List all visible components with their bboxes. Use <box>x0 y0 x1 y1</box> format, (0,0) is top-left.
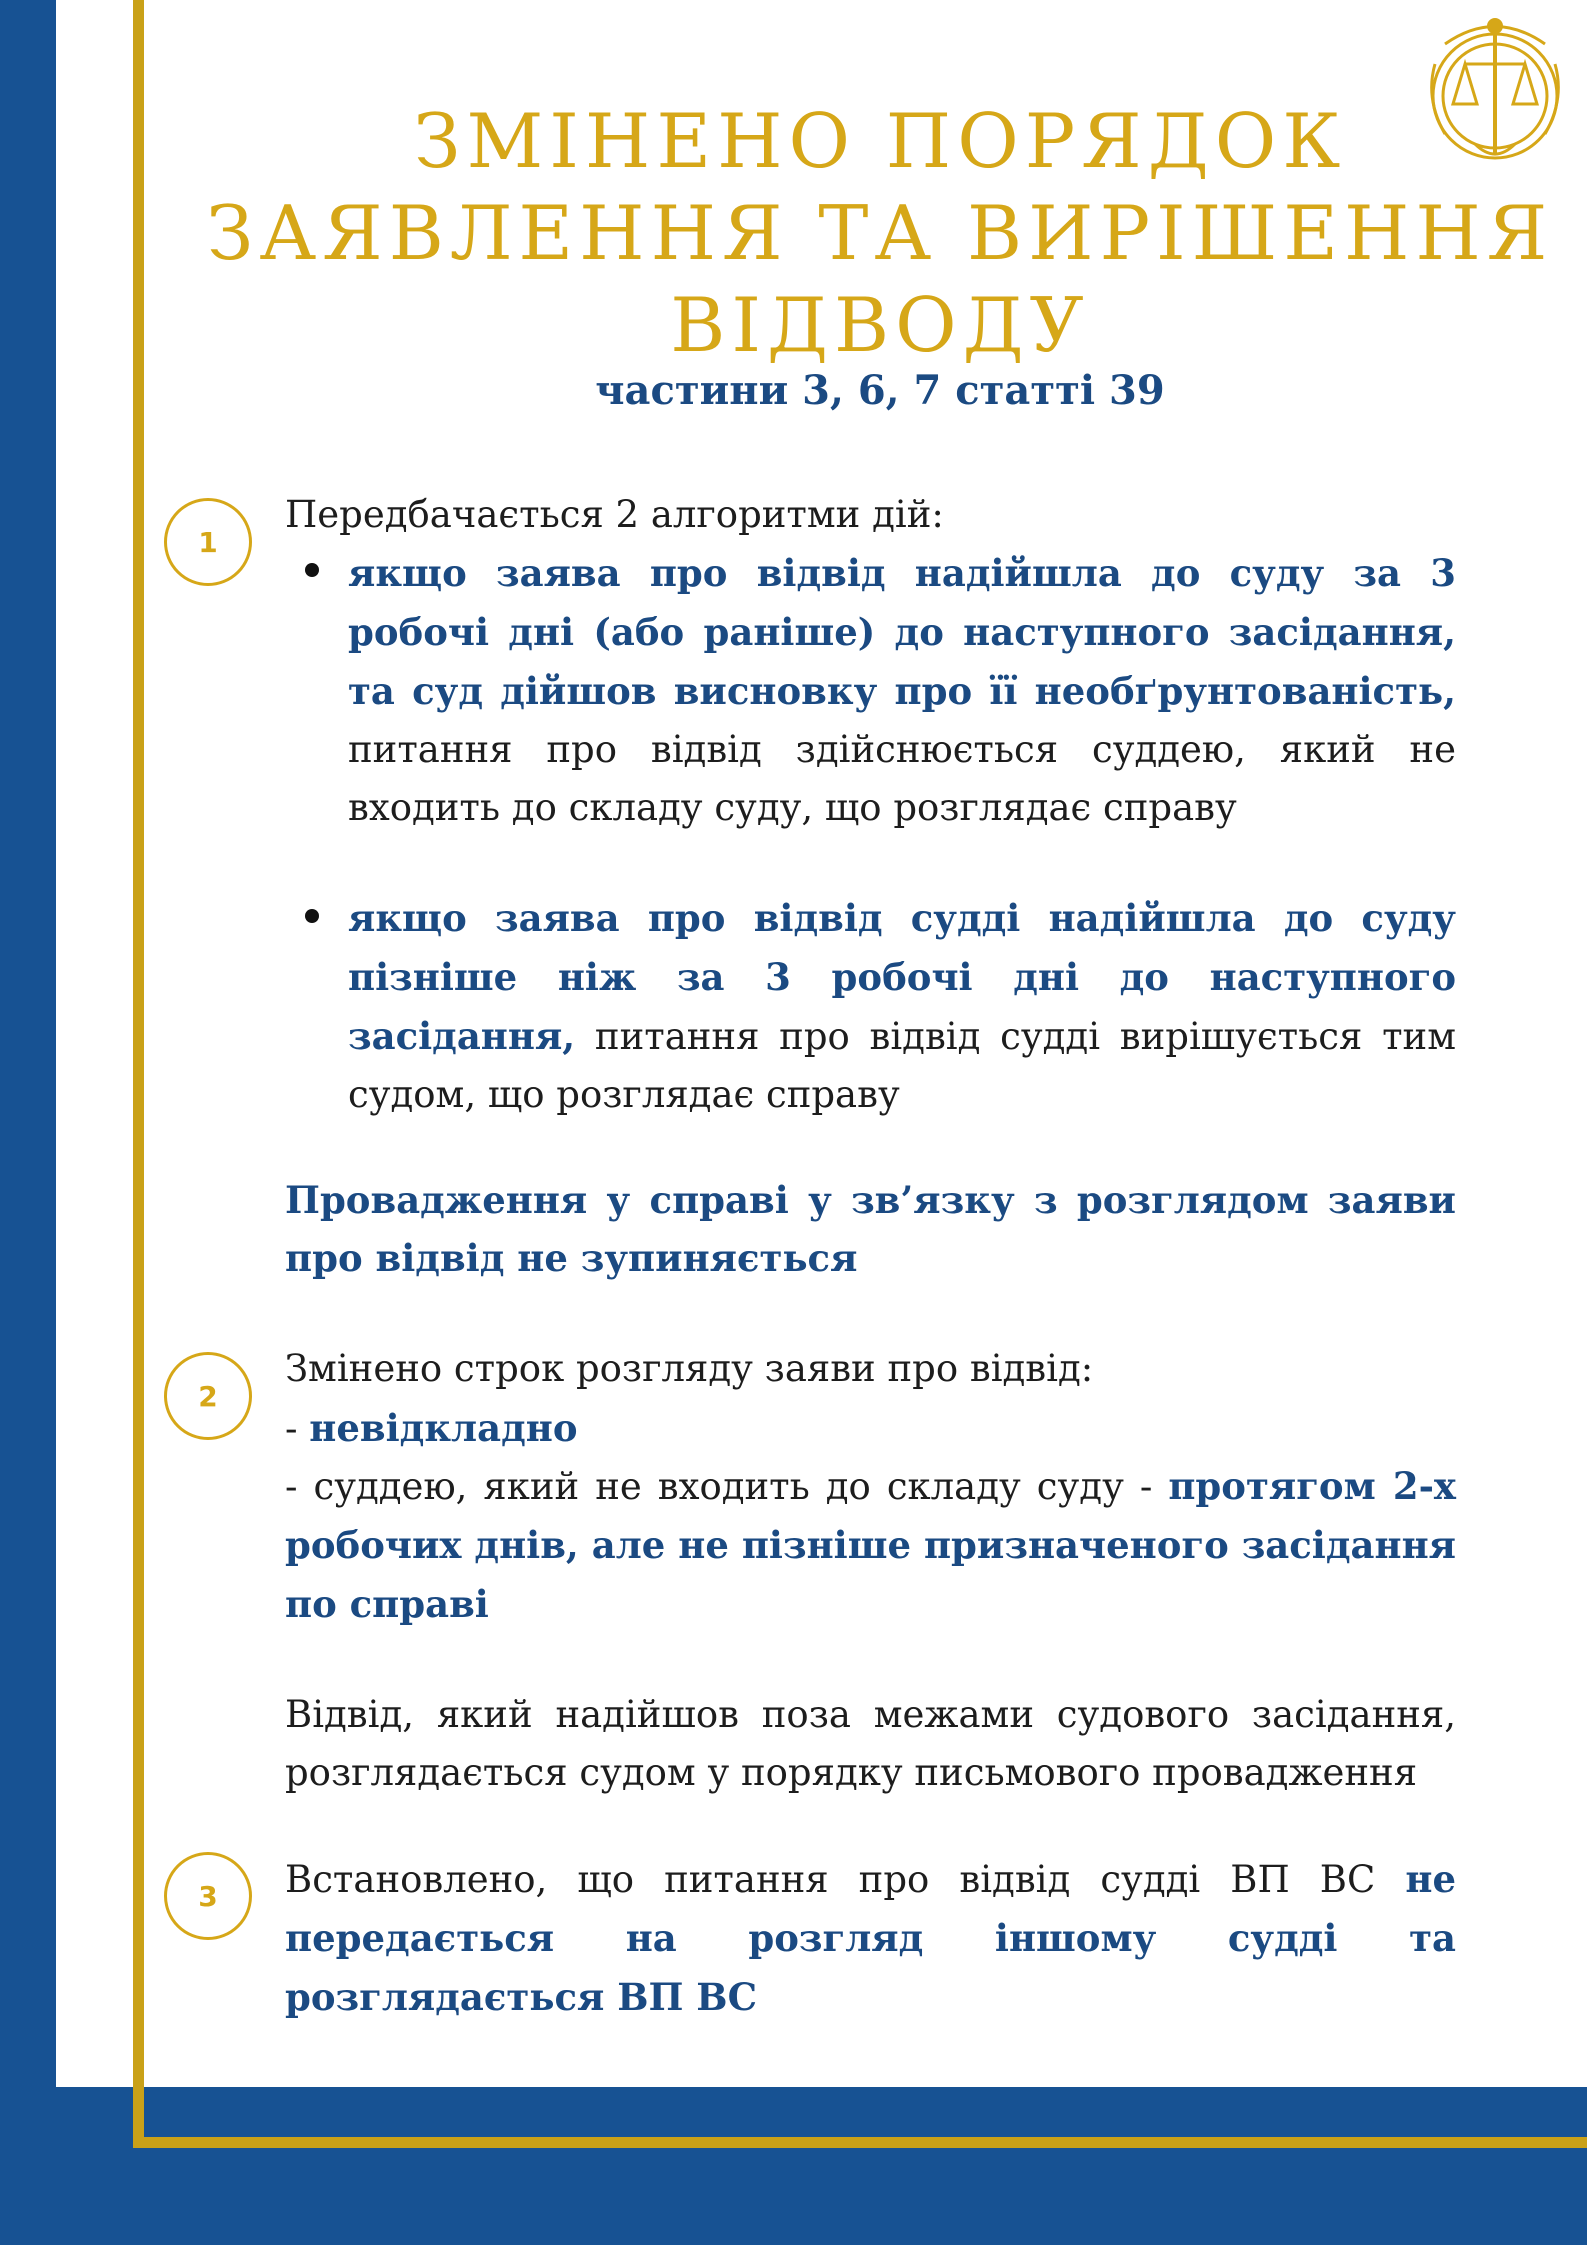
section-3-text <box>285 1850 1456 2027</box>
section-1-number: 1 <box>164 498 252 586</box>
left-blue-band <box>0 0 56 2245</box>
bullet-2-dot <box>305 909 319 923</box>
section-1-note: Провадження у справі у зв’язку з розглядом заяви про відвід не зупиняється <box>285 1178 1456 1280</box>
line-2-regular: - суддею, який не входить до складу суду - <box>285 1465 1169 1508</box>
section-2-number: 2 <box>164 1352 252 1440</box>
section-1-intro: Передбачається 2 алгоритми дій: <box>285 493 944 536</box>
section-3-number: 3 <box>164 1852 252 1940</box>
page-title: ЗМІНЕНО ПОРЯДОК ЗАЯВЛЕННЯ ТА ВИРІШЕННЯ ВІДВОДУ <box>206 97 1554 369</box>
bullet-1-regular: питання про відвід здійснюється суддею, який не входить до складу суду, що розглядає справу <box>348 728 1456 829</box>
line-2-bold: протягом 2-х робочих днів, але не пізніше призначеного засідання по справі <box>285 1464 1456 1626</box>
bullet-2-bold: якщо заява про відвід судді надійшла до суду пізніше ніж за 3 робочі дні до наступного засідання, <box>348 896 1456 1058</box>
section-3-bold: не передається на розгляд іншому судді та розглядається ВП ВС <box>285 1857 1456 2019</box>
section-1-bullet-1 <box>348 544 1456 837</box>
page-subtitle: частини 3, 6, 7 статті 39 <box>595 367 1165 414</box>
bullet-1-dot <box>305 563 319 577</box>
section-1-bullet-2 <box>348 889 1456 1124</box>
line-1-dash: - <box>285 1407 310 1450</box>
bullet-1-bold: якщо заява про відвід надійшла до суду за 3 робочі дні (або раніше) до наступного засідання, та суд дійшов висновку про її необґрунтованість, <box>348 551 1456 713</box>
section-3-regular: Встановлено, що питання про відвід судді ВП ВС <box>285 1858 1406 1901</box>
bullet-2-regular: питання про відвід судді вирішується тим судом, що розглядає справу <box>348 1015 1456 1116</box>
section-2-line-2 <box>285 1457 1456 1634</box>
section-2-paragraph: Відвід, який надійшов поза межами судового засідання, розглядається судом у порядку письмового провадження <box>285 1693 1456 1794</box>
section-2-intro: Змінено строк розгляду заяви про відвід: <box>285 1347 1094 1390</box>
line-1-bold: невідкладно <box>309 1406 578 1450</box>
section-2-line-1 <box>285 1399 1456 1458</box>
